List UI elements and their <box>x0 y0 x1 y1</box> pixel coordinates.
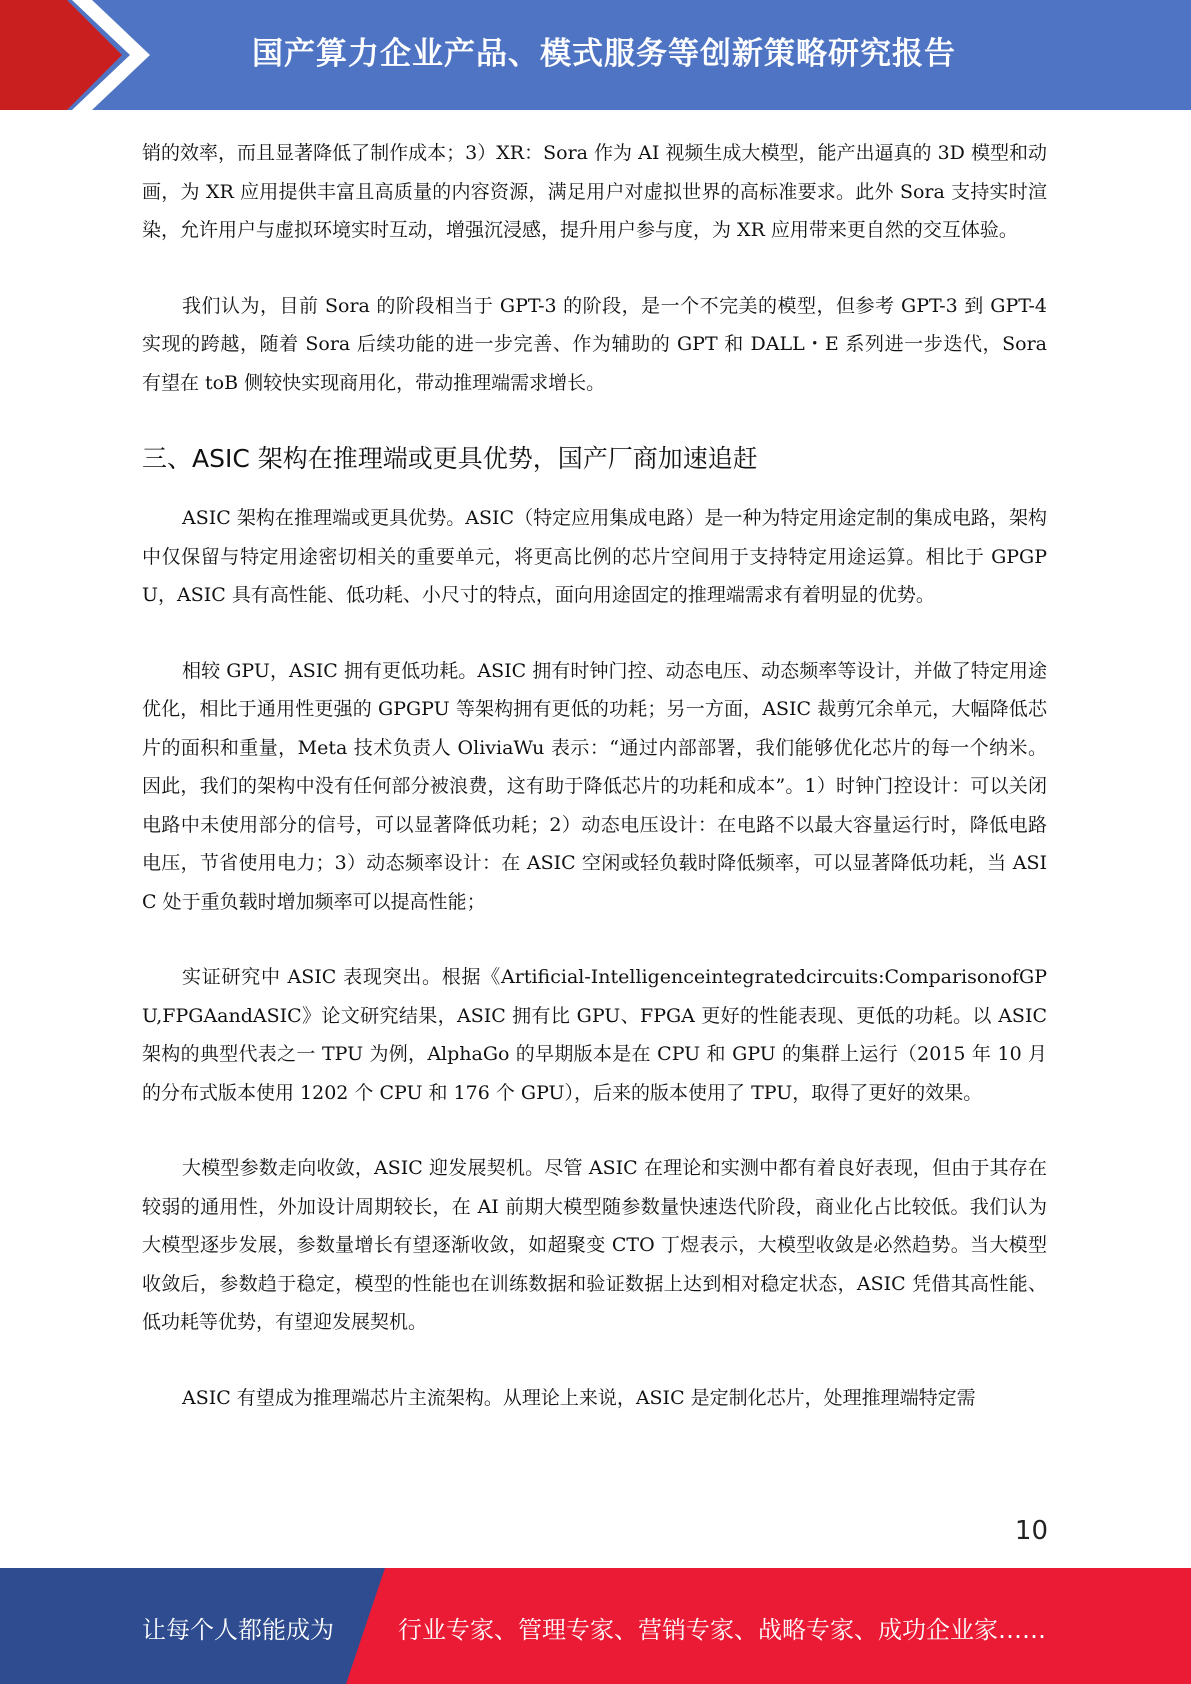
body-paragraph: 相较 GPU，ASIC 拥有更低功耗。ASIC 拥有时钟门控、动态电压、动态频率等设计，并做了特定用途优化，相比于通用性更强的 GPGPU 等架构拥有更低的功耗；另一方面，ASIC 裁剪冗余单元，大幅降低芯片的面积和重量，Meta 技术负责人 OliviaWu 表示：“通过内部部署，我们能够优化芯片的每一个纳米。因此，我们的架构中没有任何部分被浪费，这有助于降低芯片的功耗和成本”。1）时钟门控设计：可以关闭电路中未使用部分的信号，可以显著降低功耗；2）动态电压设计：在电路不以最大容量运行时，降低电路电压，节省使用电力；3）动态频率设计：在 ASIC 空闲或轻负载时降低频率，可以显著降低功耗，当 ASIC 处于重负载时增加频率可以提高性能； <box>142 659 1047 913</box>
footer-slogan-left: 让每个人都能成为 <box>142 1616 334 1644</box>
header-banner <box>0 0 1191 110</box>
footer-banner <box>0 1568 1191 1684</box>
body-paragraph: ASIC 架构在推理端或更具优势。ASIC（特定应用集成电路）是一种为特定用途定制的集成电路，架构中仅保留与特定用途密切相关的重要单元，将更高比例的芯片空间用于支持特定用途运算。相比于 GPGPU，ASIC 具有高性能、低功耗、小尺寸的特点，面向用途固定的推理端需求有着明显的优势。 <box>142 507 1047 606</box>
footer-slogan-right: 行业专家、管理专家、营销专家、战略专家、成功企业家…… <box>398 1616 1046 1644</box>
page-body <box>142 134 1047 1454</box>
body-paragraph: ASIC 有望成为推理端芯片主流架构。从理论上来说，ASIC 是定制化芯片，处理推理端特定需 <box>182 1386 976 1409</box>
section-heading: 三、ASIC 架构在推理端或更具优势，国产厂商加速追赶 <box>142 444 758 473</box>
body-paragraph: 销的效率，而且显著降低了制作成本；3）XR：Sora 作为 AI 视频生成大模型，能产出逼真的 3D 模型和动画，为 XR 应用提供丰富且高质量的内容资源，满足用户对虚拟世界的高标准要求。此外 Sora 支持实时渲染，允许用户与虚拟环境实时互动，增强沉浸感，提升用户参与度，为 XR 应用带来更自然的交互体验。 <box>142 142 1047 241</box>
body-paragraph: 大模型参数走向收敛，ASIC 迎发展契机。尽管 ASIC 在理论和实测中都有着良好表现，但由于其存在较弱的通用性，外加设计周期较长，在 AI 前期大模型随参数量快速迭代阶段，商业化占比较低。我们认为大模型逐步发展，参数量增长有望逐渐收敛，如超聚变 CTO 丁煜表示，大模型收敛是必然趋势。当大模型收敛后，参数趋于稳定，模型的性能也在训练数据和验证数据上达到相对稳定状态，ASIC 凭借其高性能、低功耗等优势，有望迎发展契机。 <box>142 1157 1047 1333</box>
header-red-arrow <box>0 0 150 110</box>
page-number: 10 <box>1014 1516 1048 1546</box>
report-title: 国产算力企业产品、模式服务等创新策略研究报告 <box>252 36 956 72</box>
body-paragraph: 我们认为，目前 Sora 的阶段相当于 GPT-3 的阶段，是一个不完美的模型，但参考 GPT-3 到 GPT-4 实现的跨越，随着 Sora 后续功能的进一步完善、作为辅助的 GPT 和 DALL・E 系列进一步迭代，Sora 有望在 toB 侧较快实现商用化，带动推理端需求增长。 <box>142 294 1047 394</box>
body-paragraph: 实证研究中 ASIC 表现突出。根据《Artificial-Intelligenceintegratedcircuits:ComparisonofGPU,FPGAandASIC》论文研究结果，ASIC 拥有比 GPU、FPGA 更好的性能表现、更低的功耗。以 ASIC 架构的典型代表之一 TPU 为例，AlphaGo 的早期版本是在 CPU 和 GPU 的集群上运行（2015 年 10 月的分布式版本使用 1202 个 CPU 和 176 个 GPU），后来的版本使用了 TPU，取得了更好的效果。 <box>142 966 1047 1104</box>
